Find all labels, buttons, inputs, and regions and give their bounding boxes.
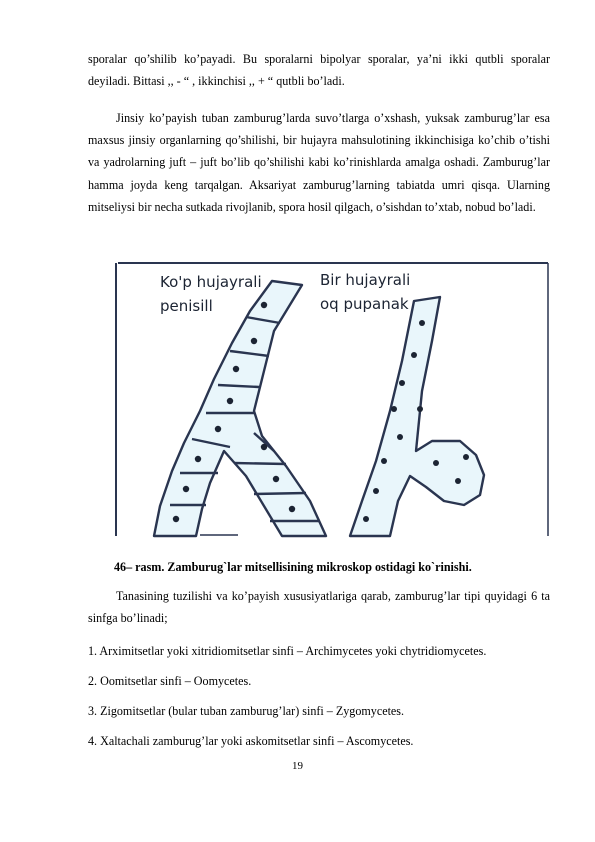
- paragraph-classes-intro: Tanasining tuzilishi va ko’payish xususiyatlariga qarab, zamburug’lar tipi quyidagi 6 ta sinfga bo’linadi;: [88, 589, 550, 626]
- list-item: 2. Oomitsetlar sinfi – Oomycetes.: [88, 674, 252, 688]
- mycelium-figure: [114, 261, 550, 538]
- list-item: 1. Arximitsetlar yoki xitridiomitsetlar sinfi – Archimycetes yoki chytridiomycetes.: [88, 644, 487, 658]
- paragraph-sexual-reproduction: Jinsiy ko’payish tuban zamburug’larda suvo’tlarga o’xshash, yuksak zamburug’lar esa maxsus jinsiy organlarning qo’shilishi, bir hujayra mahsulotining ikkinchisiga ko’chib o’tishi va yadrolarning juft – juft bo’lib qo’shilishi kabi ko’rinishlarda amalga oshadi. Zamburug’lar hamma joyda keng tarqalgan. Aksariyat zamburug’larning tabiatda umri qisqa. Ularning mitseliysi bir necha sutkada rivojlanib, spora hosil qilgach, o’sishdan to’xtab, nobud bo’ladi.: [88, 111, 550, 214]
- unicellular-hypha: [350, 297, 484, 536]
- page-number: 19: [292, 760, 303, 772]
- list-item: 3. Zigomitsetlar (bular tuban zamburug’lar) sinfi – Zygomycetes.: [88, 704, 405, 718]
- label-left-line1: Ko'p hujayrali: [160, 273, 262, 291]
- label-left-line2: penisill: [160, 297, 213, 315]
- label-right-line2: oq pupanak: [320, 295, 409, 313]
- list-item: 4. Xaltachali zamburug’lar yoki askomitsetlar sinfi – Ascomycetes.: [88, 734, 414, 748]
- multicellular-hypha: [154, 281, 326, 536]
- figure-caption: 46– rasm. Zamburug`lar mitsellisining mikroskop ostidagi ko`rinishi.: [114, 560, 472, 574]
- paragraph-spores: sporalar qo’shilib ko’payadi. Bu sporalarni bipolyar sporalar, ya’ni ikki qutbli sporalar deyiladi. Bittasi ,, - “ , ikkinchisi ,, + “ qutbli bo’ladi.: [88, 52, 550, 89]
- label-right-line1: Bir hujayrali: [320, 271, 411, 289]
